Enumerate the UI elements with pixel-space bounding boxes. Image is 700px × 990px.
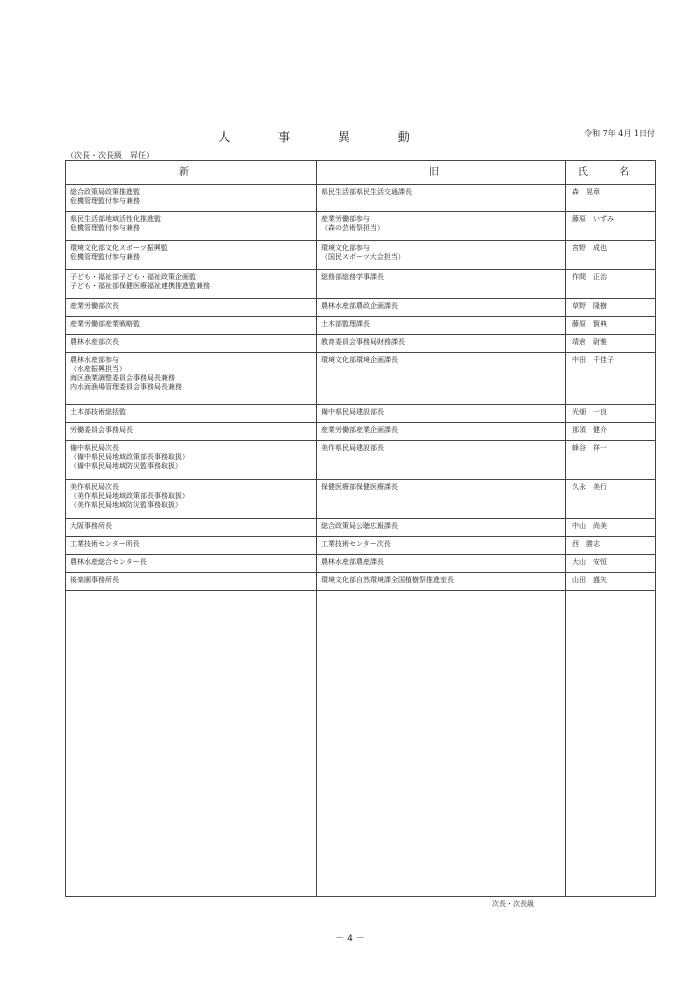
new-line: 産業労働部産業戦略監	[70, 320, 140, 328]
old-line: 総合政策局公聴広報課長	[321, 522, 398, 530]
table-row	[66, 185, 656, 212]
old-cell	[317, 480, 566, 519]
name-cell: 藤原 賢典	[566, 317, 656, 335]
name-cell: 中田 千佳子	[566, 353, 656, 405]
name-cell: 光畑 一良	[566, 405, 656, 423]
column-header-name: 氏 名	[566, 161, 656, 185]
old-cell	[317, 335, 566, 353]
name-cell: 久永 美行	[566, 480, 656, 519]
new-cell	[66, 519, 317, 537]
old-line: 環境文化部自然環境課全国植樹祭推進室長	[321, 576, 454, 584]
new-line: （備中県民局地域防災監事務取扱）	[70, 462, 182, 470]
old-line: 美作県民局建設部長	[321, 444, 384, 452]
old-line: 環境文化部環境企画課長	[321, 356, 398, 364]
new-line: 土木部技術総括監	[70, 408, 126, 416]
old-cell	[317, 519, 566, 537]
table-row	[66, 537, 656, 555]
table-row	[66, 573, 656, 591]
new-cell	[66, 441, 317, 480]
table-row	[66, 555, 656, 573]
new-line: （水産振興担当）	[70, 365, 126, 373]
name-cell: 中山 尚美	[566, 519, 656, 537]
name-cell: 西 勝志	[566, 537, 656, 555]
table-row	[66, 335, 656, 353]
new-line: 総合政策局政策推進監	[70, 188, 140, 196]
effective-date: 令和 7年 4月 1日付	[584, 129, 655, 138]
new-line: 大阪事務所長	[70, 522, 112, 530]
table-row	[66, 353, 656, 405]
new-line: 工業技術センター所長	[70, 540, 140, 548]
empty-cell	[66, 591, 317, 897]
name-cell: 蜂谷 祥一	[566, 441, 656, 480]
empty-cell	[566, 591, 656, 897]
old-cell	[317, 317, 566, 335]
old-cell	[317, 270, 566, 299]
name-cell: 那須 健介	[566, 423, 656, 441]
new-line: 危機管理監付参与兼務	[70, 253, 140, 261]
name-cell: 靖倉 尉雅	[566, 335, 656, 353]
new-line: 海区漁業調整委員会事務局長兼務	[70, 374, 175, 382]
new-line: （美作県民局地域防災監事務取扱）	[70, 501, 182, 509]
name-cell: 草野 隆樹	[566, 299, 656, 317]
table-row	[66, 299, 656, 317]
empty-cell	[317, 591, 566, 897]
new-cell	[66, 241, 317, 270]
table-header-row	[66, 161, 656, 185]
new-line: （備中県民局地域政策部長事務取扱）	[70, 453, 189, 461]
new-cell	[66, 212, 317, 241]
old-cell	[317, 241, 566, 270]
new-line: 農林水産部次長	[70, 338, 119, 346]
new-line: 子ども・福祉部子ども・福祉政策企画監	[70, 273, 196, 281]
old-line: 教育委員会事務局財務課長	[321, 338, 405, 346]
name-cell: 藤原 いずみ	[566, 212, 656, 241]
old-cell	[317, 555, 566, 573]
name-cell: 山田 盛矢	[566, 573, 656, 591]
personnel-table	[65, 160, 656, 897]
old-cell	[317, 212, 566, 241]
column-header-old: 旧	[317, 161, 566, 185]
new-line: 内水面漁場管理委員会事務局長兼務	[70, 383, 182, 391]
new-cell	[66, 299, 317, 317]
new-line: 県民生活部地域活性化推進監	[70, 215, 161, 223]
old-line: 工業技術センター次長	[321, 540, 391, 548]
table-row	[66, 480, 656, 519]
old-cell	[317, 353, 566, 405]
new-cell	[66, 317, 317, 335]
footer-note: 次長・次長級	[492, 900, 534, 908]
old-cell	[317, 537, 566, 555]
old-cell	[317, 299, 566, 317]
new-line: 農林水産総合センター長	[70, 558, 147, 566]
old-line: 産業労働部参与	[321, 215, 370, 223]
old-line: 農林水産部農産課長	[321, 558, 384, 566]
old-line: 備中県民局建設部長	[321, 408, 384, 416]
new-cell	[66, 270, 317, 299]
table-row	[66, 212, 656, 241]
new-cell	[66, 335, 317, 353]
column-header-new: 新	[66, 161, 317, 185]
new-cell	[66, 423, 317, 441]
new-cell	[66, 480, 317, 519]
old-line: （国民スポーツ大会担当）	[321, 253, 405, 261]
page-title: 人 事 異 動	[218, 130, 432, 144]
old-line: 農林水産部農政企画課長	[321, 302, 398, 310]
name-cell: 大山 安恒	[566, 555, 656, 573]
new-line: 備中県民局次長	[70, 444, 119, 452]
old-line: 総務部総務学事課長	[321, 273, 384, 281]
table-row	[66, 519, 656, 537]
new-line: 農林水産部参与	[70, 356, 119, 364]
empty-row	[66, 591, 656, 897]
new-line: 労働委員会事務局長	[70, 426, 133, 434]
table-row	[66, 423, 656, 441]
new-line: 危機管理監付参与兼務	[70, 224, 140, 232]
table-row	[66, 441, 656, 480]
new-line: （美作県民局地域政策部長事務取扱）	[70, 492, 189, 500]
new-line: 美作県民局次長	[70, 483, 119, 491]
old-line: 産業労働部産業企画課長	[321, 426, 398, 434]
old-cell	[317, 423, 566, 441]
name-cell: 作間 正治	[566, 270, 656, 299]
name-cell: 森 晃章	[566, 185, 656, 212]
old-line: 県民生活部県民生活交通課長	[321, 188, 412, 196]
table-row	[66, 270, 656, 299]
table-row	[66, 317, 656, 335]
page-number: － 4 －	[335, 934, 365, 944]
personnel-table-body	[66, 185, 656, 897]
new-line: 産業労働部次長	[70, 302, 119, 310]
name-cell: 宮野 成也	[566, 241, 656, 270]
new-cell	[66, 353, 317, 405]
old-line: 土木部監理課長	[321, 320, 370, 328]
old-line: 環境文化部参与	[321, 244, 370, 252]
old-cell	[317, 405, 566, 423]
old-line: 保健医療部保健医療課長	[321, 483, 398, 491]
table-row	[66, 405, 656, 423]
new-line: 後楽園事務所長	[70, 576, 119, 584]
new-line: 子ども・福祉部保健医療福祉連携推進監兼務	[70, 282, 210, 290]
old-cell	[317, 441, 566, 480]
new-cell	[66, 573, 317, 591]
new-cell	[66, 555, 317, 573]
new-cell	[66, 405, 317, 423]
old-line: （森の芸術祭担当）	[321, 224, 384, 232]
table-row	[66, 241, 656, 270]
new-line: 危機管理監付参与兼務	[70, 197, 140, 205]
section-subtitle: （次長・次長級 昇任）	[66, 151, 154, 160]
new-line: 環境文化部文化スポーツ振興監	[70, 244, 168, 252]
new-cell	[66, 185, 317, 212]
old-cell	[317, 573, 566, 591]
new-cell	[66, 537, 317, 555]
old-cell	[317, 185, 566, 212]
